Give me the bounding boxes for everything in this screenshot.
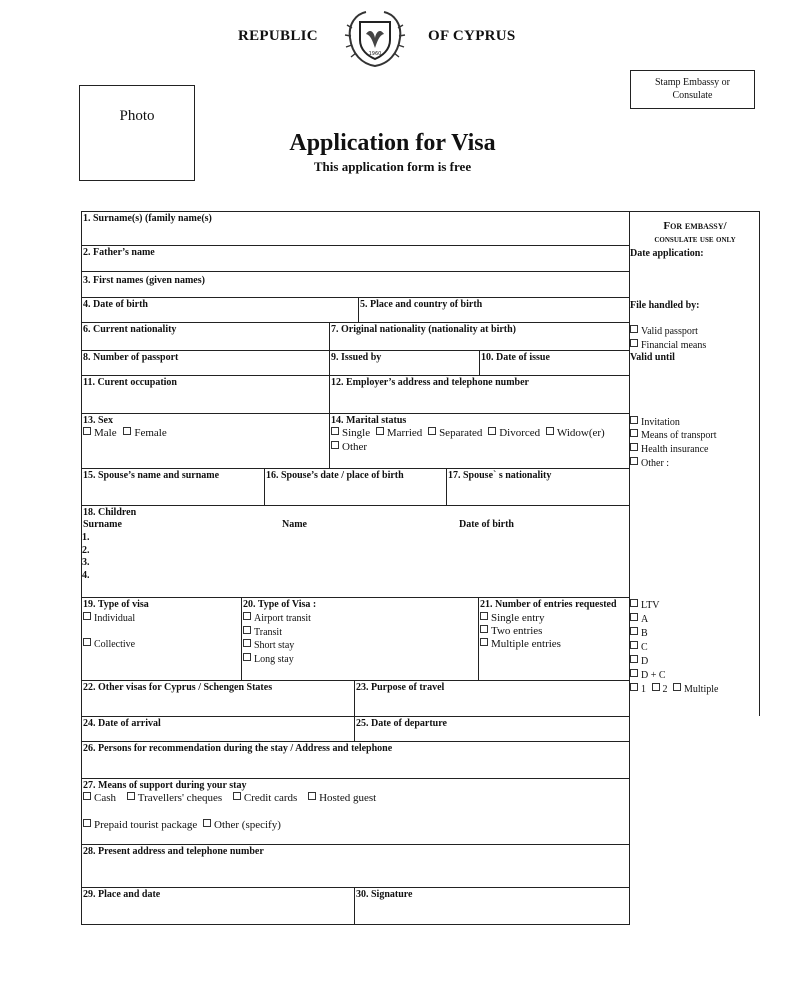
- label-children: 18. Children: [83, 507, 137, 518]
- checkbox-prepaid-package[interactable]: Prepaid tourist package: [83, 819, 197, 831]
- embassy-check-financial-means[interactable]: Financial means: [630, 339, 706, 352]
- checkbox-separated[interactable]: Separated: [428, 427, 482, 439]
- label-issued-by: 9. Issued by: [331, 352, 382, 363]
- embassy-check-d-plus-c[interactable]: D + C: [630, 669, 666, 682]
- checkbox-airport-transit[interactable]: Airport transit: [243, 612, 311, 625]
- checkbox-collective[interactable]: Collective: [83, 638, 135, 651]
- children-row-4: 4.: [82, 570, 90, 581]
- label-purpose: 23. Purpose of travel: [356, 682, 445, 693]
- label-signature: 30. Signature: [356, 889, 413, 900]
- embassy-file-handled: File handled by:: [630, 300, 700, 311]
- label-entries: 21. Number of entries requested: [480, 599, 617, 610]
- label-spouse-name: 15. Spouse’s name and surname: [83, 470, 220, 481]
- label-passport-number: 8. Number of passport: [83, 352, 179, 363]
- checkbox-long-stay[interactable]: Long stay: [243, 653, 294, 666]
- label-recommendation: 26. Persons for recommendation during the stay / Address and telephone: [83, 743, 393, 754]
- label-current-nationality: 6. Current nationality: [83, 324, 177, 335]
- label-other-visas: 22. Other visas for Cyprus / Schengen States: [83, 682, 273, 693]
- checkbox-single-entry[interactable]: Single entry: [480, 612, 544, 625]
- embassy-check-valid-passport[interactable]: Valid passport: [630, 325, 698, 338]
- children-col-name: Name: [282, 519, 307, 530]
- checkbox-travellers-cheques[interactable]: Travellers' cheques: [127, 792, 222, 804]
- checkbox-transit[interactable]: Transit: [243, 626, 282, 639]
- checkbox-hosted-guest[interactable]: Hosted guest: [308, 792, 376, 804]
- embassy-valid-until: Valid until: [630, 352, 675, 363]
- label-date-of-birth: 4. Date of birth: [83, 299, 148, 310]
- label-means-support: 27. Means of support during your stay: [83, 780, 247, 791]
- label-place-date: 29. Place and date: [83, 889, 161, 900]
- checkbox-cash[interactable]: Cash: [83, 792, 116, 804]
- sex-options: [83, 427, 167, 440]
- embassy-check-invitation[interactable]: Invitation: [630, 416, 680, 429]
- embassy-check-multiple[interactable]: Multiple: [673, 684, 718, 695]
- header-republic: REPUBLIC: [238, 28, 318, 44]
- embassy-heading: [630, 219, 760, 247]
- children-col-surname: Surname: [83, 519, 122, 530]
- children-col-dob: Date of birth: [459, 519, 514, 530]
- marital-options: [331, 427, 605, 440]
- embassy-check-transport[interactable]: Means of transport: [630, 429, 717, 442]
- label-spouse-birth: 16. Spouse’s date / place of birth: [266, 470, 404, 481]
- page-title: Application for Visa: [289, 130, 496, 156]
- embassy-check-d[interactable]: D: [630, 655, 648, 668]
- label-departure: 25. Date of departure: [356, 718, 447, 729]
- header-of-cyprus: OF CYPRUS: [428, 28, 516, 44]
- checkbox-short-stay[interactable]: Short stay: [243, 639, 294, 652]
- label-surname: 1. Surname(s) (family name(s): [83, 213, 212, 224]
- checkbox-married[interactable]: Married: [376, 427, 422, 439]
- label-employer-address: 12. Employer’s address and telephone number: [331, 377, 529, 388]
- label-place-of-birth: 5. Place and country of birth: [360, 299, 483, 310]
- label-arrival: 24. Date of arrival: [83, 718, 161, 729]
- label-visa-kind: 20. Type of Visa :: [243, 599, 317, 610]
- embassy-entries: [630, 683, 718, 696]
- checkbox-single[interactable]: Single: [331, 427, 370, 439]
- support-options: [83, 792, 376, 805]
- embassy-heading-line1: For embassy/: [663, 220, 727, 232]
- checkbox-divorced[interactable]: Divorced: [488, 427, 540, 439]
- checkbox-marital-other[interactable]: Other: [331, 441, 367, 454]
- children-row-3: 3.: [82, 557, 90, 568]
- label-spouse-nationality: 17. Spouse` s nationality: [448, 470, 552, 481]
- embassy-check-1[interactable]: 1: [630, 684, 646, 695]
- label-marital-status: 14. Marital status: [331, 415, 407, 426]
- label-original-nationality: 7. Original nationality (nationality at birth): [331, 324, 517, 335]
- checkbox-two-entries[interactable]: Two entries: [480, 625, 542, 638]
- label-date-of-issue: 10. Date of issue: [481, 352, 550, 363]
- checkbox-male[interactable]: Male: [83, 427, 117, 439]
- checkbox-female[interactable]: Female: [123, 427, 166, 439]
- embassy-check-c[interactable]: C: [630, 641, 648, 654]
- checkbox-multiple-entries[interactable]: Multiple entries: [480, 638, 561, 651]
- photo-label: Photo: [119, 108, 155, 124]
- embassy-heading-line2: consulate use only: [654, 234, 736, 245]
- page-subtitle: This application form is free: [313, 159, 472, 174]
- label-occupation: 11. Curent occupation: [83, 377, 177, 388]
- checkbox-support-other[interactable]: Other (specify): [203, 819, 281, 831]
- support-options-2: [83, 819, 281, 832]
- checkbox-individual[interactable]: Individual: [83, 612, 135, 625]
- stamp-box: Stamp Embassy or Consulate: [630, 70, 755, 109]
- embassy-check-2[interactable]: 2: [652, 684, 668, 695]
- embassy-check-a[interactable]: A: [630, 613, 648, 626]
- checkbox-credit-cards[interactable]: Credit cards: [233, 792, 297, 804]
- embassy-check-health[interactable]: Health insurance: [630, 443, 708, 456]
- embassy-date-application: Date application:: [630, 248, 704, 259]
- embassy-check-ltv[interactable]: LTV: [630, 599, 660, 612]
- label-type-of-visa: 19. Type of visa: [83, 599, 149, 610]
- embassy-check-b[interactable]: B: [630, 627, 648, 640]
- photo-box: [79, 85, 195, 181]
- embassy-check-other[interactable]: Other :: [630, 457, 669, 470]
- checkbox-widower[interactable]: Widow(er): [546, 427, 605, 439]
- children-row-2: 2.: [82, 545, 90, 556]
- label-first-names: 3. First names (given names): [83, 275, 205, 286]
- label-fathers-name: 2. Father’s name: [83, 247, 155, 258]
- label-sex: 13. Sex: [83, 415, 113, 426]
- cyprus-coat-of-arms-icon: [342, 8, 408, 70]
- svg-text:1960: 1960: [368, 51, 382, 57]
- label-present-address: 28. Present address and telephone number: [83, 846, 264, 857]
- children-row-1: 1.: [82, 532, 90, 543]
